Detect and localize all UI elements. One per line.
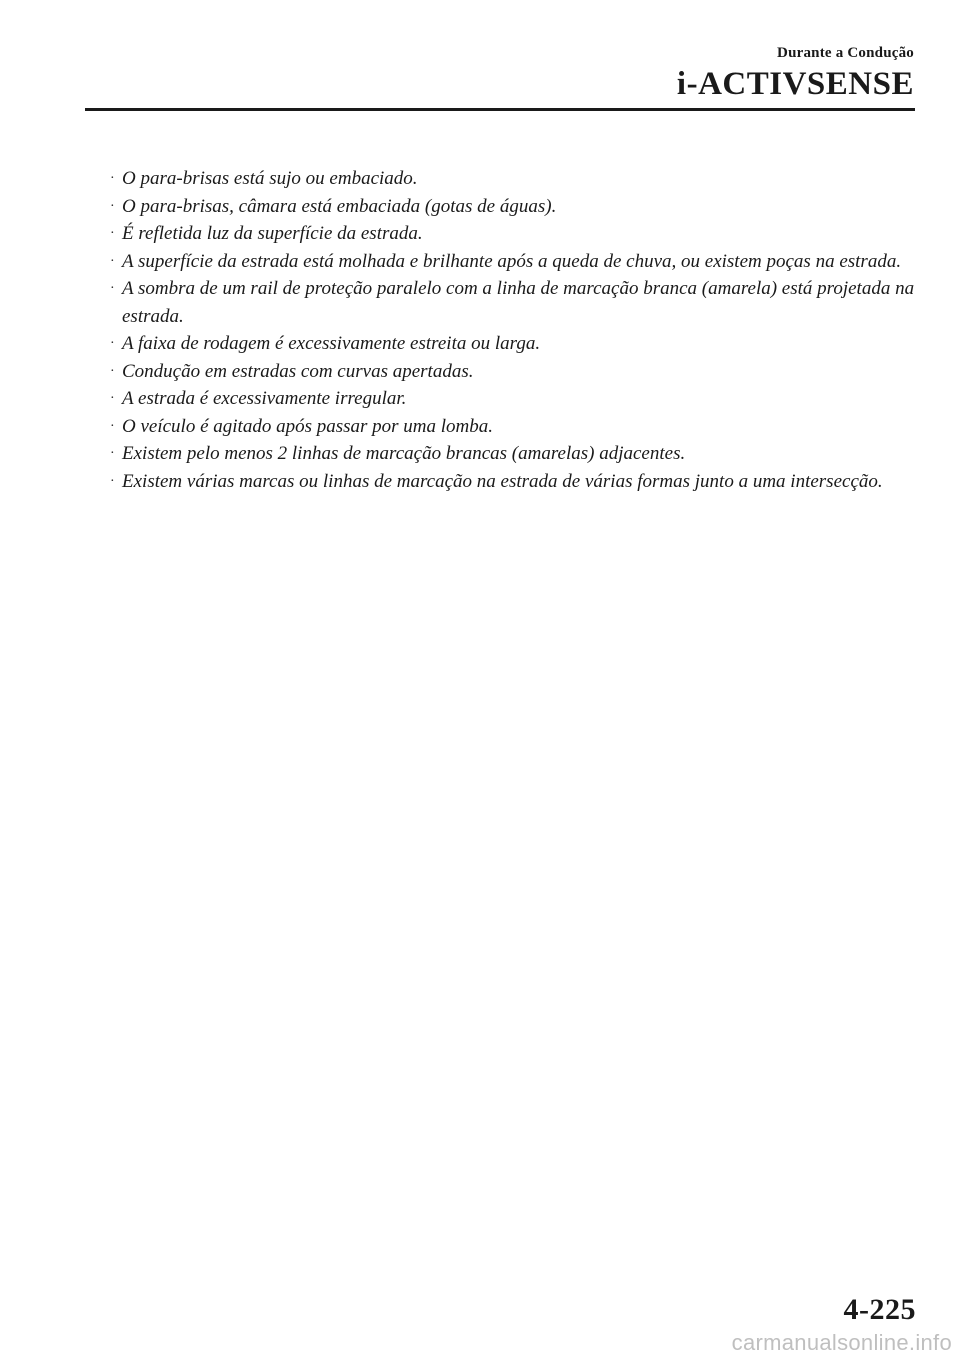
list-item-text: Existem pelo menos 2 linhas de marcação brancas (amarelas) adjacentes. <box>122 443 686 464</box>
list-item-text: O veículo é agitado após passar por uma lomba. <box>122 415 494 437</box>
condition-list <box>100 165 920 495</box>
header-divider <box>85 108 915 111</box>
list-item <box>100 193 920 221</box>
bullet-icon: · <box>110 418 115 434</box>
list-item-text: A estrada é excessivamente irregular. <box>122 388 407 409</box>
list-item-text: É refletida luz da superfície da estrada. <box>122 223 423 244</box>
list-item-text: O para-brisas está sujo ou embaciado. <box>122 168 418 189</box>
bullet-icon: · <box>110 446 115 461</box>
list-item-text: A sombra de um rail de proteção paralelo com a linha de marcação branca (amarela) está projetada na estrada. <box>122 278 915 327</box>
list-item <box>100 440 920 468</box>
bullet-icon: · <box>110 336 115 351</box>
bullet-icon: · <box>110 363 115 379</box>
bullet-icon: · <box>110 473 115 489</box>
chapter-title: i-ACTIVSENSE <box>676 66 914 102</box>
page-header <box>677 44 914 102</box>
list-item <box>100 330 920 358</box>
list-item <box>100 385 920 413</box>
list-item <box>100 165 920 193</box>
list-item-text: A faixa de rodagem é excessivamente estreita ou larga. <box>122 333 541 354</box>
list-item <box>100 248 920 276</box>
list-item-text: A superfície da estrada está molhada e brilhante após a queda de chuva, ou existem poças na estrada. <box>122 250 902 272</box>
watermark-text: carmanualsonline.info <box>731 1330 952 1355</box>
list-item-text: O para-brisas, câmara está embaciada (gotas de águas). <box>122 195 557 217</box>
list-item <box>100 358 920 386</box>
list-item <box>100 275 920 330</box>
section-title: Durante a Condução <box>777 45 914 61</box>
list-item <box>100 220 920 248</box>
list-item <box>100 413 920 441</box>
bullet-icon: · <box>110 226 115 241</box>
bullet-icon: · <box>110 281 115 296</box>
list-item <box>100 468 920 496</box>
bullet-icon: · <box>110 171 115 186</box>
bullet-icon: · <box>110 253 115 269</box>
bullet-icon: · <box>110 198 115 214</box>
list-item-text: Existem várias marcas ou linhas de marcação na estrada de várias formas junto a uma intersecção. <box>122 470 883 492</box>
list-item-text: Condução em estradas com curvas apertadas. <box>122 360 474 382</box>
bullet-icon: · <box>110 391 115 406</box>
page-number: 4-225 <box>843 1293 916 1326</box>
